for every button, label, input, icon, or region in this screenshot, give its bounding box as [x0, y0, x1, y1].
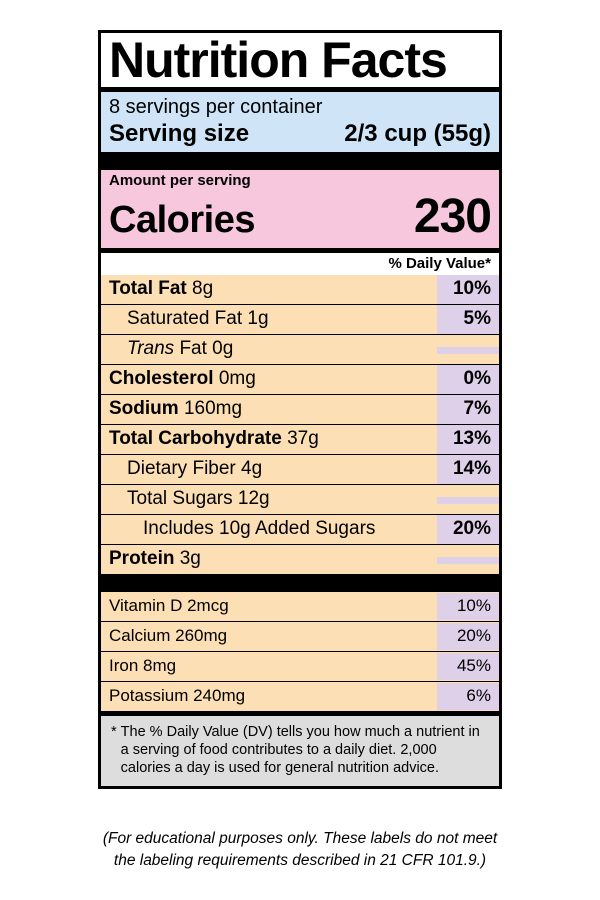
disclaimer — [0, 828, 600, 873]
nutrient-amount: 1g — [247, 307, 269, 329]
serving-size-label: Serving size — [109, 119, 250, 147]
table-row — [101, 334, 499, 364]
nutrient-dv: 14% — [437, 455, 499, 484]
nutrient-name-italic: Trans — [127, 337, 175, 359]
nutrient-name-text: Saturated Fat — [127, 307, 243, 329]
nutrient-name — [101, 545, 437, 574]
amount-per-serving-label: Amount per serving — [109, 171, 251, 189]
table-row — [101, 394, 499, 424]
table-row — [101, 275, 499, 304]
servings-block — [101, 92, 499, 152]
nutrient-name-bold: Protein — [109, 547, 175, 569]
footnote-marker: * — [111, 723, 117, 740]
vitamin-dv: 20% — [437, 623, 499, 650]
calories-row — [101, 189, 499, 246]
servings-per-container: 8 servings per container — [109, 95, 323, 118]
nutrient-amount: Fat 0g — [179, 337, 234, 359]
vitamin-name: Vitamin D 2mcg — [109, 595, 229, 615]
nutrient-dv: 13% — [437, 425, 499, 454]
footnote-text: The % Daily Value (DV) tells you how much a nutrient in a serving of food contributes to a daily diet. 2,000 calories a day is used for general nutrition advice. — [120, 723, 480, 776]
calories-block — [101, 170, 499, 248]
serving-size-row — [101, 120, 499, 152]
nutrient-dv: 7% — [437, 395, 499, 424]
nutrient-name — [101, 365, 437, 394]
nutrient-dv: 20% — [437, 515, 499, 544]
table-row — [101, 514, 499, 544]
table-row — [101, 484, 499, 514]
table-row — [101, 592, 499, 621]
label-title: Nutrition Facts — [109, 32, 447, 88]
nutrient-amount: 12g — [237, 487, 270, 509]
table-row — [101, 544, 499, 574]
footnote — [101, 711, 499, 786]
table-row — [101, 621, 499, 651]
table-row — [101, 364, 499, 394]
nutrient-name-bold: Cholesterol — [109, 367, 214, 389]
disclaimer-line-1: (For educational purposes only. These labels do not meet — [102, 830, 498, 847]
nutrient-amount: 8g — [192, 277, 214, 299]
nutrient-name — [101, 425, 437, 454]
vitamin-name: Calcium 260mg — [109, 625, 228, 645]
nutrition-facts-label — [98, 30, 502, 789]
thick-divider-vitamins — [101, 574, 499, 592]
nutrient-table — [101, 275, 499, 574]
vitamin-name: Iron 8mg — [109, 655, 177, 675]
nutrient-name — [101, 485, 437, 514]
daily-value-header-label: % Daily Value* — [388, 254, 491, 272]
nutrient-name — [101, 335, 437, 364]
calories-label: Calories — [109, 198, 255, 241]
vitamin-dv: 6% — [437, 683, 499, 710]
nutrient-name — [101, 395, 437, 424]
nutrient-name-bold: Sodium — [109, 397, 179, 419]
nutrient-dv: 10% — [437, 275, 499, 304]
nutrient-name — [101, 455, 437, 484]
table-row — [101, 304, 499, 334]
nutrient-name-text: Includes 10g Added Sugars — [143, 517, 376, 539]
disclaimer-line-2: the labeling requirements described in 21 CFR 101.9.) — [113, 852, 487, 870]
nutrient-amount: 37g — [287, 427, 319, 449]
vitamin-dv: 45% — [437, 653, 499, 680]
nutrient-dv — [437, 557, 499, 564]
daily-value-header — [101, 253, 499, 275]
nutrient-name-bold: Total Carbohydrate — [109, 427, 282, 449]
nutrient-name — [101, 515, 437, 544]
nutrient-name-text: Dietary Fiber — [127, 457, 236, 479]
vitamin-table — [101, 592, 499, 711]
nutrient-name-text: Total Sugars — [127, 487, 233, 509]
nutrient-name — [101, 275, 437, 304]
serving-size-value: 2/3 cup (55g) — [344, 119, 491, 147]
vitamin-name: Potassium 240mg — [109, 685, 246, 705]
nutrient-dv: 5% — [437, 305, 499, 334]
calories-value: 230 — [413, 189, 491, 243]
table-row — [101, 454, 499, 484]
nutrient-amount: 4g — [241, 457, 263, 479]
nutrient-amount: 3g — [179, 547, 201, 569]
table-row — [101, 424, 499, 454]
vitamin-dv: 10% — [437, 593, 499, 620]
nutrient-dv: 0% — [437, 365, 499, 394]
nutrient-dv — [437, 347, 499, 354]
nutrient-amount: 160mg — [183, 397, 243, 419]
nutrient-dv — [437, 497, 499, 504]
thick-divider-top — [101, 152, 499, 170]
nutrient-name — [101, 305, 437, 334]
nutrient-name-bold: Total Fat — [109, 277, 187, 299]
nutrient-amount: 0mg — [218, 367, 256, 389]
table-row — [101, 651, 499, 681]
table-row — [101, 681, 499, 711]
